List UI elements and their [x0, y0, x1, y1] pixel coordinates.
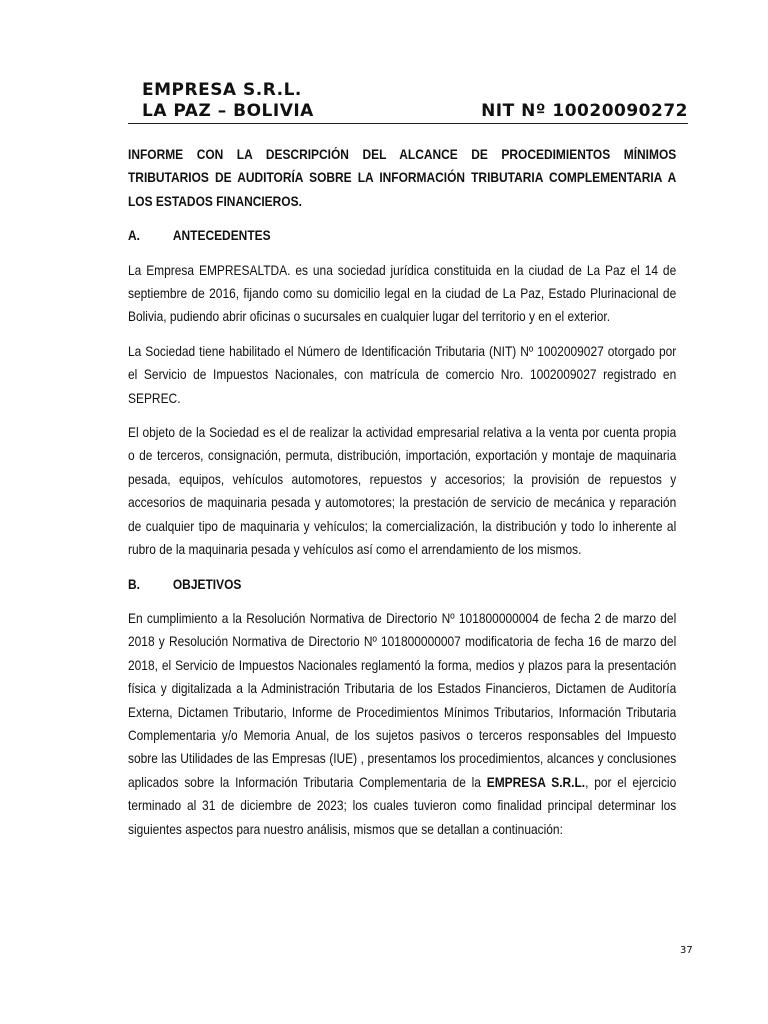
- paragraph-objetivos: [128, 607, 676, 841]
- document-body: [128, 143, 676, 852]
- section-a-title: ANTECEDENTES: [172, 228, 271, 244]
- company-city: LA PAZ – BOLIVIA: [142, 101, 314, 121]
- section-a-heading: [128, 224, 676, 247]
- company-name-bold: EMPRESA S.R.L.: [486, 774, 586, 790]
- section-a-letter: A.: [128, 228, 140, 244]
- document-title: INFORME CON LA DESCRIPCIÓN DEL ALCANCE DE PROCEDIMIENTOS MÍNIMOS TRIBUTARIOS DE AUDITORÍA SOBRE LA INFORMACIÓN TRIBUTARIA COMPLEMENTARIA A LOS ESTADOS FINANCIEROS.: [128, 147, 677, 209]
- paragraph-text: , por el ejercicio terminado al 31 de diciembre de 2023; los cuales tuvieron como finalidad principal determinar los siguientes aspectos para nuestro análisis, mismos que se detallan a continuación:: [128, 774, 677, 837]
- letterhead-row: [128, 101, 688, 124]
- company-name: EMPRESA S.R.L.: [142, 80, 302, 100]
- section-b-title: OBJETIVOS: [172, 576, 242, 592]
- page-number: 37: [680, 945, 693, 956]
- letterhead: [128, 80, 688, 124]
- section-b-heading: [128, 573, 676, 596]
- paragraph: El objeto de la Sociedad es el de realizar la actividad empresarial relativa a la venta por cuenta propia o de terceros, consignación, permuta, distribución, importación, exportación y montaje de maquinaria pesada, equipos, vehículos automotores, repuestos y accesorios; la provisión de repuestos y accesorios de maquinaria pesada y automotores; la prestación de servicio de mecánica y reparación de cualquier tipo de maquinaria y vehículos; la comercialización, la distribución y todo lo inherente al rubro de la maquinaria pesada y vehículos así como el arrendamiento de los mismos.: [128, 425, 677, 558]
- company-nit: NIT Nº 10020090272: [481, 101, 688, 121]
- paragraph-text: En cumplimiento a la Resolución Normativa de Directorio Nº 101800000004 de fecha 2 de marzo del 2018 y Resolución Normativa de Directorio Nº 101800000007 modificatoria de fecha 16 de marzo del 2018, el Servicio de Impuestos Nacionales reglamentó la forma, medios y plazos para la presentación física y digitalizada a la Administración Tributaria de los Estados Financieros, Dictamen de Auditoría Externa, Dictamen Tributario, Informe de Procedimientos Mínimos Tributarios, Información Tributaria Complementaria y/o Memoria Anual, de los sujetos pasivos o terceros responsables del Impuesto sobre las Utilidades de las Empresas (IUE) , presentamos los procedimientos, alcances y conclusiones aplicados sobre la Información Tributaria Complementaria de la: [128, 610, 677, 790]
- paragraph: La Sociedad tiene habilitado el Número de Identificación Tributaria (NIT) Nº 1002009027 otorgado por el Servicio de Impuestos Nacionales, con matrícula de comercio Nro. 1002009027 registrado en SEPREC.: [128, 343, 677, 406]
- section-b-letter: B.: [128, 576, 140, 592]
- paragraph: La Empresa EMPRESALTDA. es una sociedad jurídica constituida en la ciudad de La Paz el 14 de septiembre de 2016, fijando como su domicilio legal en la ciudad de La Paz, Estado Plurinacional de Bolivia, pudiendo abrir oficinas o sucursales en cualquier lugar del territorio y en el exterior.: [128, 262, 677, 325]
